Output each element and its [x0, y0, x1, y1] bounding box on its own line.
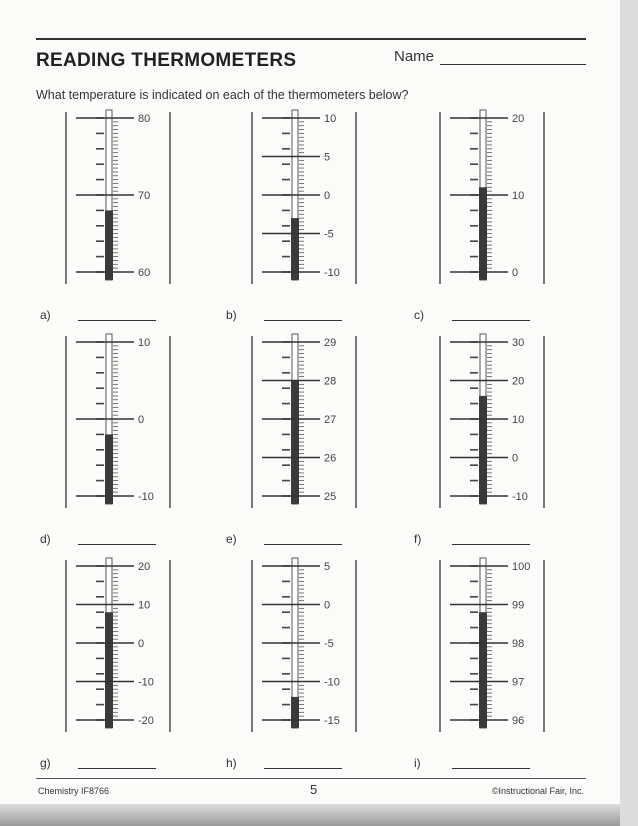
thermometer-h: [246, 556, 366, 740]
scale-label: 5: [324, 561, 331, 573]
mercury-column: [479, 612, 487, 728]
scale-label: -10: [324, 267, 340, 279]
answer-letter-i: i): [414, 756, 421, 770]
scale-label: 5: [324, 151, 331, 164]
mercury-column: [291, 697, 299, 728]
thermometer-a: [60, 108, 180, 292]
name-blank-line: [440, 64, 586, 65]
scale-label: 100: [512, 561, 531, 573]
answer-blank-d[interactable]: [78, 544, 156, 545]
scale-label: -15: [324, 715, 340, 727]
scale-label: 99: [512, 599, 525, 612]
mercury-column: [105, 210, 113, 280]
scale-label: -10: [138, 676, 154, 689]
scale-label: 0: [512, 267, 519, 279]
scale-label: -5: [324, 228, 334, 241]
answer-letter-b: b): [226, 308, 237, 322]
footer-copyright: ©Instructional Fair, Inc.: [491, 786, 584, 796]
answer-letter-e: e): [226, 532, 237, 546]
scale-label: 97: [512, 676, 525, 689]
scale-label: 27: [324, 414, 337, 426]
thermometer-e: [246, 332, 366, 516]
scale-label: 20: [512, 113, 525, 125]
scale-label: -10: [512, 491, 528, 503]
mercury-column: [479, 396, 487, 504]
mercury-column: [105, 612, 113, 728]
thermometer-g: [60, 556, 180, 740]
scale-label: 25: [324, 491, 337, 503]
name-label: Name: [394, 48, 435, 65]
scale-label: 96: [512, 715, 525, 727]
scale-label: 10: [512, 190, 525, 202]
scale-label: 10: [512, 414, 525, 426]
answer-blank-e[interactable]: [264, 544, 342, 545]
scale-label: 20: [512, 375, 525, 388]
scale-label: 29: [324, 337, 337, 349]
scale-label: 28: [324, 375, 337, 388]
answer-letter-a: a): [40, 308, 51, 322]
mercury-column: [105, 434, 113, 504]
answer-blank-h[interactable]: [264, 768, 342, 769]
answer-blank-f[interactable]: [452, 544, 530, 545]
scale-label: 0: [512, 452, 519, 465]
thermometer-c: [434, 108, 554, 292]
answer-letter-d: d): [40, 532, 51, 546]
answer-blank-c[interactable]: [452, 320, 530, 321]
page-title: READING THERMOMETERS: [36, 50, 297, 71]
mercury-column: [291, 218, 299, 280]
footer-rule: [36, 778, 586, 779]
scale-label: 10: [324, 113, 337, 125]
thermometer-d: [60, 332, 180, 516]
footer-book-code: Chemistry IF8766: [38, 786, 110, 796]
scale-label: -10: [324, 676, 340, 689]
thermometer-b: [246, 108, 366, 292]
scale-label: 20: [138, 561, 151, 573]
mercury-column: [291, 381, 299, 505]
thermometer-i: [434, 556, 554, 740]
answer-letter-c: c): [414, 308, 424, 322]
answer-blank-a[interactable]: [78, 320, 156, 321]
scale-label: 98: [512, 638, 525, 650]
answer-blank-b[interactable]: [264, 320, 342, 321]
answer-letter-f: f): [414, 532, 422, 546]
instructions: What temperature is indicated on each of the thermometers below?: [36, 88, 409, 102]
page-number: 5: [310, 782, 318, 797]
scale-label: 0: [138, 638, 145, 650]
answer-letter-g: g): [40, 756, 51, 770]
scale-label: 0: [138, 414, 145, 426]
scale-label: -20: [138, 715, 154, 727]
answer-letter-h: h): [226, 756, 237, 770]
scale-label: 0: [324, 190, 331, 202]
scale-label: -10: [138, 491, 154, 503]
scale-label: 30: [512, 337, 525, 349]
scale-label: 10: [138, 337, 151, 349]
mercury-column: [479, 187, 487, 280]
scale-label: 70: [138, 190, 151, 202]
thermometer-f: [434, 332, 554, 516]
scale-label: 80: [138, 113, 151, 125]
scale-label: -5: [324, 638, 334, 650]
answer-blank-g[interactable]: [78, 768, 156, 769]
scale-label: 26: [324, 452, 337, 465]
scale-label: 0: [324, 599, 331, 612]
answer-blank-i[interactable]: [452, 768, 530, 769]
scale-label: 10: [138, 599, 151, 612]
header-rule: [36, 38, 586, 40]
scale-label: 60: [138, 267, 151, 279]
